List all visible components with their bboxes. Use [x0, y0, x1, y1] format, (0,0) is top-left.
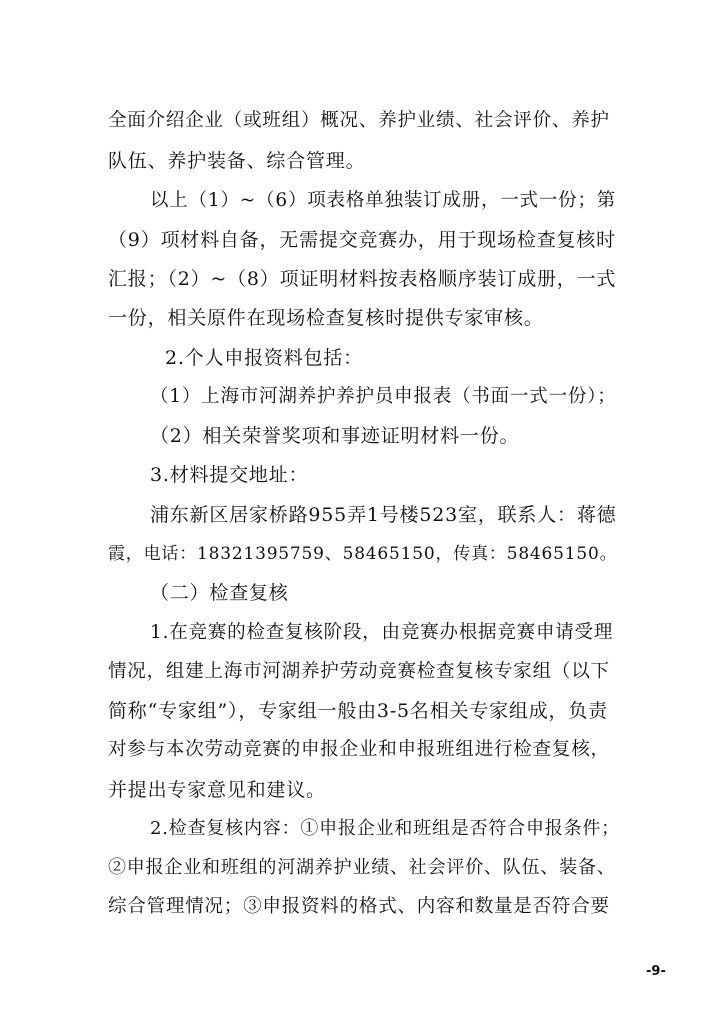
body-line: 对参与本次劳动竞赛的申报企业和申报班组进行检查复核， — [108, 739, 610, 760]
page-number: -9- — [646, 964, 666, 979]
section-heading: 3.材料提交地址： — [150, 464, 309, 486]
list-item: （2）相关荣誉奖项和事迹证明材料一份。 — [150, 425, 520, 447]
list-item: （1）上海市河湖养护养护员申报表（书面一式一份）； — [150, 386, 617, 407]
section-heading: 2.个人申报资料包括： — [165, 347, 363, 369]
body-line: 浦东新区居家桥路955弄1号楼523室，联系人：蒋德 — [150, 504, 617, 526]
body-line: 以上（1）~（6）项表格单独装订成册，一式一份；第 — [150, 190, 617, 211]
body-line: 汇报；（2）~（8）项证明材料按表格顺序装订成册，一式 — [108, 268, 617, 290]
body-line: （9）项材料自备，无需提交竞赛办，用于现场检查复核时 — [108, 229, 616, 251]
body-line: 2.检查复核内容：①申报企业和班组是否符合申报条件； — [150, 818, 620, 839]
body-line: 霞，电话：18321395759、58465150，传真：58465150。 — [108, 544, 618, 564]
body-line: ②申报企业和班组的河湖养护业绩、社会评价、队伍、装备、 — [108, 857, 616, 878]
body-line: 全面介绍企业（或班组）概况、养护业绩、社会评价、养护 — [108, 110, 610, 131]
body-line: 情况，组建上海市河湖养护劳动竞赛检查复核专家组（以下 — [108, 661, 610, 682]
section-heading: （二）检查复核 — [150, 582, 289, 604]
body-line: 队伍、养护装备、综合管理。 — [108, 150, 366, 172]
body-line: 综合管理情况；③申报资料的格式、内容和数量是否符合要 — [108, 896, 610, 917]
body-line: 一份，相关原件在现场检查复核时提供专家审核。 — [108, 307, 544, 329]
body-line: 简称“专家组”），专家组一般由3-5名相关专家组成，负责 — [108, 700, 608, 722]
body-line: 1.在竞赛的检查复核阶段，由竞赛办根据竞赛申请受理 — [150, 622, 614, 643]
body-line: 并提出专家意见和建议。 — [108, 779, 326, 801]
